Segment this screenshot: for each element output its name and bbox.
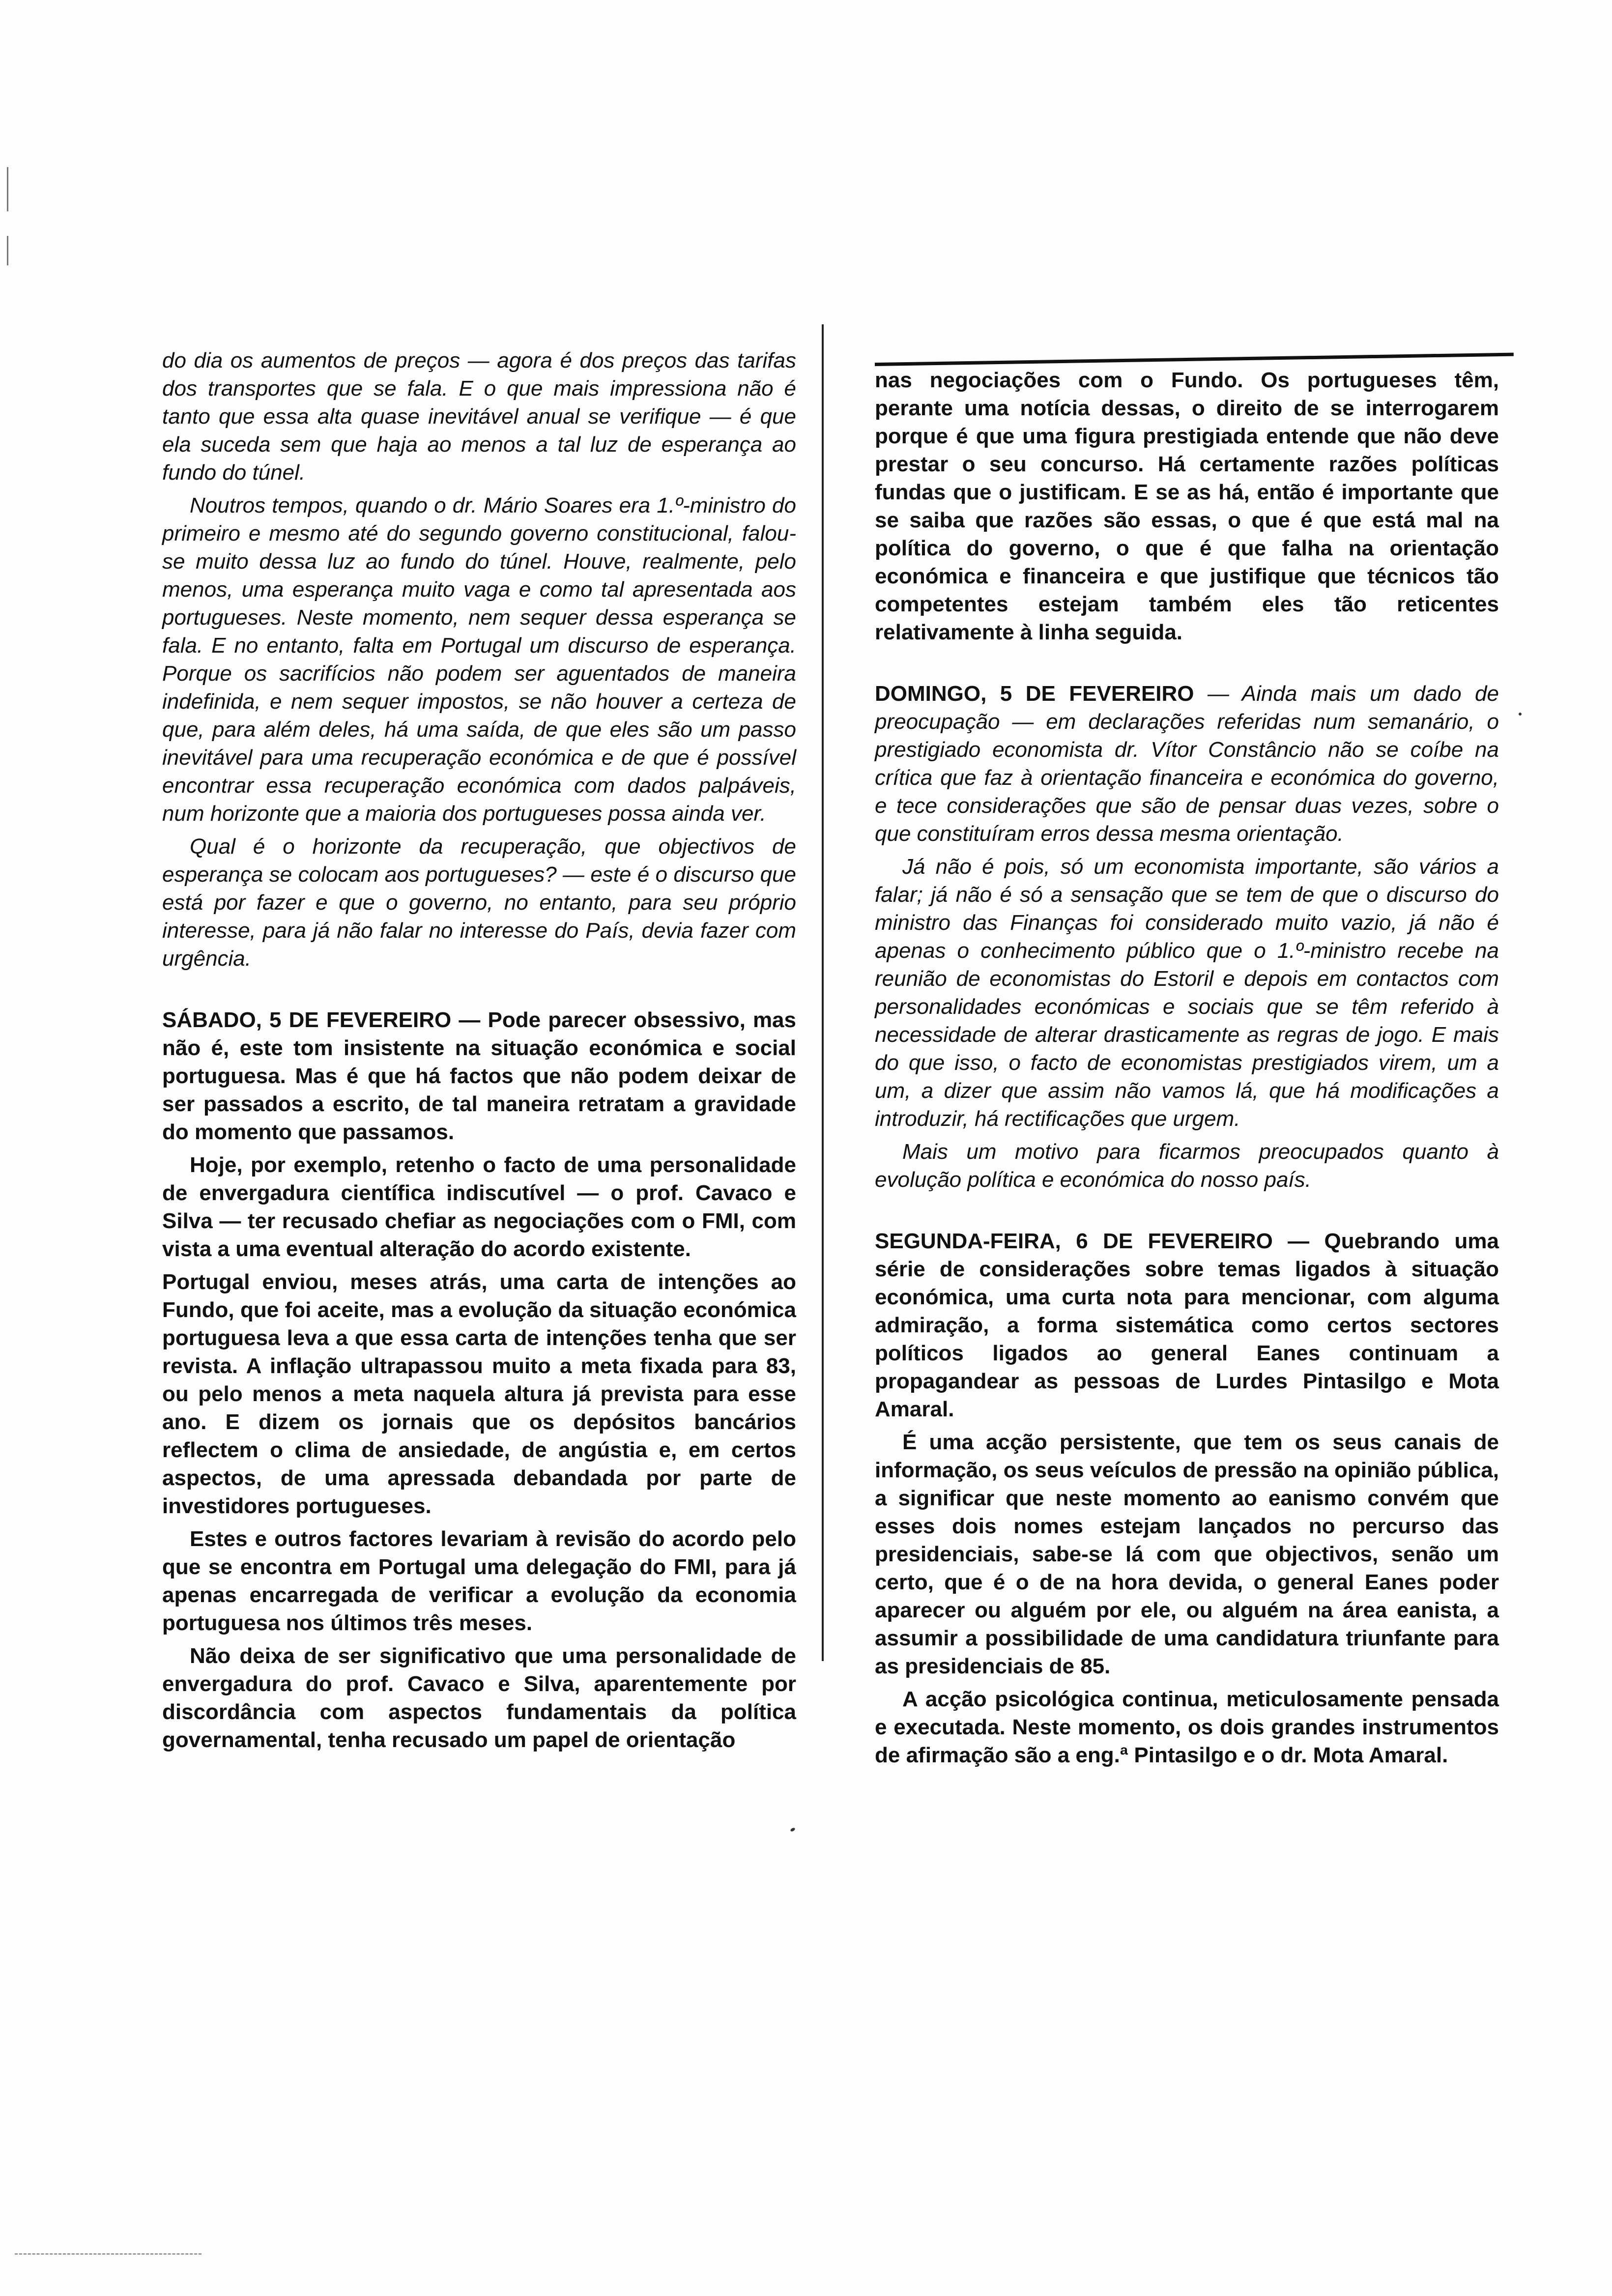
diary-entry-sabado (162, 1006, 796, 1146)
column-divider (822, 324, 824, 1661)
margin-scan-mark (7, 167, 8, 211)
paragraph: Portugal enviou, meses atrás, uma carta de intenções ao Fundo, que foi aceite, mas a evolução da situação económica portuguesa leva a que essa carta de intenções tenha que ser revista. A inflação ultrapassou muito a meta fixada para 83, ou pelo menos a meta naquela altura já prevista para esse ano. E dizem os jornais que os depósitos bancários reflectem o clima de ansiedade, de angústia e, em certos aspectos, de uma apressada debandada por parte de investidores portugueses. (162, 1270, 796, 1518)
right-column (875, 366, 1499, 1774)
scan-speck (790, 1827, 796, 1832)
paragraph: Não deixa de ser significativo que uma personalidade de envergadura do prof. Cavaco e Silva, aparentemente por discordância com aspectos fundamentais da política governamental, tenha recusado um papel de orientação (162, 1644, 796, 1752)
paragraph: A acção psicológica continua, meticulosamente pensada e executada. Neste momento, os dois grandes instrumentos de afirmação são a eng.ª Pintasilgo e o dr. Mota Amaral. (875, 1687, 1499, 1767)
paragraph: Já não é pois, só um economista importante, são vários a falar; já não é só a sensação que se tem de que o discurso do ministro das Finanças foi considerado muito vazio, já não é apenas o conhecimento público que o 1.º-ministro recebe na reunião de economistas do Estoril e depois em contactos com personalidades económicas e sociais que se têm referido à necessidade de alterar drasticamente as regras de jogo. E mais do que isso, o facto de economistas prestigiados virem, um a um, a dizer que assim não vamos lá, que há modificações a introduzir, há rectificações que urgem. (875, 855, 1499, 1131)
paragraph: Noutros tempos, quando o dr. Mário Soares era 1.º-ministro do primeiro e mesmo até do segundo governo constitucional, falou-se muito dessa luz ao fundo do túnel. Houve, realmente, pelo menos, uma esperança muito vaga e como tal apresentada aos portugueses. Neste momento, nem sequer dessa esperança se fala. E no entanto, falta em Portugal um discurso de esperança. Porque os sacrifícios não podem ser aguentados de maneira indefinida, e nem sequer impostos, se não houver a certeza de que, para além deles, há uma saída, de que eles são um passo inevitável para uma recuperação económica e de que é possível encontrar essa recuperação económica com dados palpáveis, num horizonte que a maioria dos portugueses possa ainda ver. (162, 493, 796, 826)
scan-speck (1519, 713, 1522, 716)
entry-text: — Quebrando uma série de considerações sobre temas ligados à situação económica, uma curta nota para mencionar, com alguma admiração, a forma sistemática como certos sectores políticos ligados ao general Eanes continuam a propagandear as pessoas de Lurdes Pintasilgo e Mota Amaral. (875, 1229, 1499, 1421)
entry-heading: DOMINGO, 5 DE FEVEREIRO (875, 682, 1194, 706)
paragraph: É uma acção persistente, que tem os seus canais de informação, os seus veículos de pressão na opinião pública, a significar que neste momento ao eanismo convém que esses dois nomes estejam lançados no percurso das presidenciais, sabe-se lá com que objectivos, senão um certo, que é o de na hora devida, o general Eanes poder aparecer ou alguém por ele, ou alguém na área eanista, a assumir a possibilidade de uma candidatura triunfante para as presidenciais de 85. (875, 1430, 1499, 1678)
diary-entry-domingo (875, 680, 1499, 848)
right-column-top-rule (875, 353, 1514, 366)
paragraph: Qual é o horizonte da recuperação, que objectivos de esperança se colocam aos portugueses? — este é o discurso que está por fazer e que o governo, no entanto, para seu próprio interesse, para já não falar no interesse do País, devia fazer com urgência. (162, 834, 796, 971)
entry-heading: SEGUNDA-FEIRA, 6 DE FEVEREIRO (875, 1229, 1273, 1253)
paragraph: Mais um motivo para ficarmos preocupados quanto à evolução política e económica do nosso país. (875, 1140, 1499, 1192)
left-column (162, 346, 796, 1759)
paragraph: nas negociações com o Fundo. Os portugueses têm, perante uma notícia dessas, o direito de se interrogarem porque é que uma figura prestigiada entende que não deve prestar o seu concurso. Há certamente razões políticas fundas que o justificam. E se as há, então é importante que se saiba que razões são essas, o que é que está mal na política do governo, o que é que falha na orientação económica e financeira e que justifique que técnicos tão competentes estejam também eles tão reticentes relativamente à linha seguida. (875, 368, 1499, 644)
paragraph: do dia os aumentos de preços — agora é dos preços das tarifas dos transportes que se fala. E o que mais impressiona não é tanto que essa alta quase inevitável anual se verifique — é que ela suceda sem que haja ao menos a tal luz de esperança ao fundo do túnel. (162, 348, 796, 485)
diary-entry-segunda (875, 1227, 1499, 1423)
entry-text: — Ainda mais um dado de preocupação — em declarações referidas num semanário, o prestigiado economista dr. Vítor Constâncio não se coíbe na crítica que faz à orientação financeira e económica do governo, e tece considerações que são de pensar duas vezes, sobre o que constituíram erros dessa mesma orientação. (875, 682, 1499, 846)
paragraph: Hoje, por exemplo, retenho o facto de uma personalidade de envergadura científica indiscutível — o prof. Cavaco e Silva — ter recusado chefiar as negociações com o FMI, com vista a uma eventual alteração do acordo existente. (162, 1153, 796, 1261)
paragraph: Estes e outros factores levariam à revisão do acordo pelo que se encontra em Portugal uma delegação do FMI, para já apenas encarregada de verificar a evolução da economia portuguesa nos últimos três meses. (162, 1527, 796, 1635)
scan-edge-mark (15, 2253, 202, 2256)
entry-heading: SÁBADO, 5 DE FEVEREIRO (162, 1008, 452, 1032)
margin-scan-mark (7, 236, 8, 265)
entry-text: — Pode parecer obsessivo, mas não é, este tom insistente na situação económica e social portuguesa. Mas é que há factos que não podem deixar de ser passados a escrito, de tal maneira retratam a gravidade do momento que passamos. (162, 1008, 797, 1144)
